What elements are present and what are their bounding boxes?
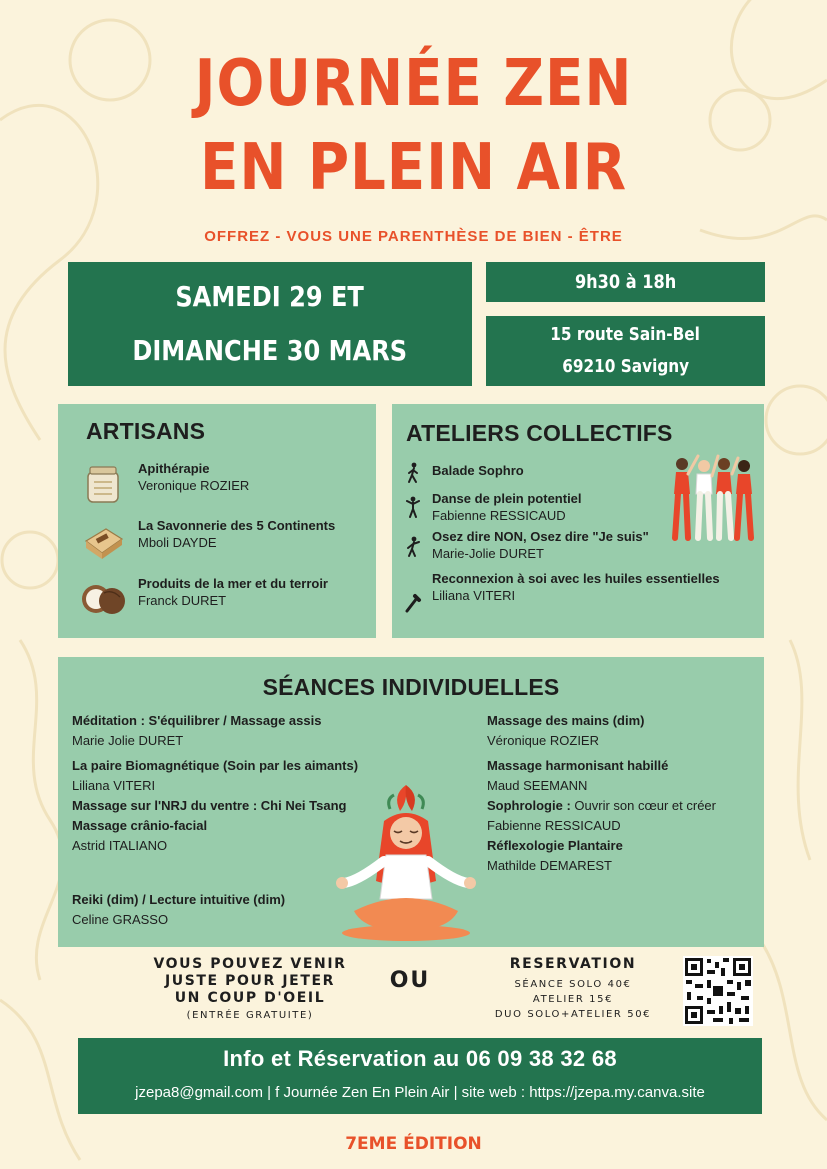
dates-line1: SAMEDI 29 ET bbox=[175, 280, 365, 313]
seance-title: Reiki (dim) / Lecture intuitive (dim) bbox=[72, 892, 286, 907]
or-separator: OU bbox=[389, 968, 431, 993]
artisan-name: Mboli DAYDE bbox=[138, 535, 217, 550]
atelier-title: Reconnexion à soi avec les huiles essentielles bbox=[432, 571, 720, 586]
seance-title: Méditation : S'équilibrer / Massage assis bbox=[72, 713, 322, 728]
address-line2: 69210 Savigny bbox=[562, 356, 689, 377]
dropper-icon bbox=[404, 592, 422, 614]
seance-title: Sophrologie : bbox=[487, 798, 571, 813]
coconut-icon bbox=[80, 579, 126, 619]
seances-panel bbox=[58, 657, 764, 947]
atelier-item bbox=[404, 570, 749, 606]
seance-title-row bbox=[487, 796, 716, 816]
artisan-name: Franck DURET bbox=[138, 593, 227, 608]
seance-title: Massage crânio-facial bbox=[72, 818, 208, 833]
artisan-item bbox=[80, 460, 370, 508]
seance-title: La paire Biomagnétique (Soin par les aimants) bbox=[72, 758, 359, 773]
seance-title: Réflexologie Plantaire bbox=[487, 838, 623, 853]
seance-name: Astrid ITALIANO bbox=[72, 838, 168, 853]
seance-name: Fabienne RESSICAUD bbox=[487, 818, 621, 833]
reservation-price: DUO SOLO+ATELIER 50€ bbox=[494, 1009, 652, 1020]
artisan-title: Apithérapie bbox=[138, 461, 210, 476]
seance-name: Mathilde DEMAREST bbox=[487, 858, 612, 873]
atelier-name: Marie-Jolie DURET bbox=[432, 546, 544, 561]
atelier-title: Osez dire NON, Osez dire "Je suis" bbox=[432, 529, 649, 544]
atelier-name: Fabienne RESSICAUD bbox=[432, 508, 566, 523]
hours-text: 9h30 à 18h bbox=[574, 271, 677, 293]
artisan-title: Produits de la mer et du terroir bbox=[138, 576, 328, 591]
meditating-woman-illustration bbox=[324, 781, 488, 945]
atelier-title: Danse de plein potentiel bbox=[432, 491, 582, 506]
artisans-panel bbox=[58, 404, 376, 638]
reservation-heading: RESERVATION bbox=[509, 956, 637, 972]
dates-line2: DIMANCHE 30 MARS bbox=[132, 334, 408, 367]
info-title: Info et Réservation au 06 09 38 32 68 bbox=[223, 1046, 617, 1071]
seances-heading: SÉANCES INDIVIDUELLES bbox=[262, 674, 560, 700]
walking-person-icon bbox=[404, 462, 422, 484]
artisan-item bbox=[80, 575, 370, 623]
seance-title: Massage sur l'NRJ du ventre : Chi Nei Tsang bbox=[72, 798, 347, 813]
seance-name: Celine GRASSO bbox=[72, 912, 169, 927]
soap-icon bbox=[80, 521, 126, 561]
edition-label: 7EME ÉDITION bbox=[345, 1134, 482, 1154]
reservation-price: ATELIER 15€ bbox=[532, 994, 614, 1005]
reservation-info bbox=[476, 956, 670, 1022]
seance-name: Maud SEEMANN bbox=[487, 778, 588, 793]
hours-box bbox=[486, 262, 765, 302]
seance-name: Liliana VITERI bbox=[72, 778, 156, 793]
event-title-line1: JOURNÉE ZEN bbox=[194, 47, 633, 121]
visit-line3: UN COUP D'OEIL bbox=[174, 990, 326, 1006]
atelier-title: Balade Sophro bbox=[432, 463, 524, 478]
visit-info bbox=[140, 956, 360, 1024]
info-banner bbox=[78, 1038, 762, 1114]
ateliers-panel bbox=[392, 404, 764, 638]
visit-line1: VOUS POUVEZ VENIR bbox=[153, 956, 347, 972]
seances-right-column bbox=[487, 711, 716, 876]
artisan-name: Veronique ROZIER bbox=[138, 478, 250, 493]
visit-line2: JUSTE POUR JETER bbox=[164, 973, 336, 989]
seance-title: Massage harmonisant habillé bbox=[487, 758, 669, 773]
event-subtitle: OFFREZ - VOUS UNE PARENTHÈSE DE BIEN - ÊTRE bbox=[204, 228, 623, 245]
event-title-line2: EN PLEIN AIR bbox=[199, 131, 628, 205]
speaking-person-icon bbox=[404, 536, 422, 558]
visit-note: (ENTRÉE GRATUITE) bbox=[186, 1010, 314, 1021]
seance-title-rest: Ouvrir son cœur et créer bbox=[570, 798, 716, 813]
honey-jar-icon bbox=[80, 464, 126, 504]
seances-left-column bbox=[72, 711, 358, 930]
ateliers-heading: ATELIERS COLLECTIFS bbox=[406, 420, 673, 446]
artisan-title: La Savonnerie des 5 Continents bbox=[138, 518, 336, 533]
contact-line[interactable]: jzepa8@gmail.com | f Journée Zen En Plein Air | site web : https://jzepa.my.canva.site bbox=[135, 1084, 705, 1101]
address-line1: 15 route Sain-Bel bbox=[550, 324, 701, 345]
qr-code-icon[interactable] bbox=[683, 956, 753, 1026]
seance-name: Marie Jolie DURET bbox=[72, 733, 184, 748]
artisan-item bbox=[80, 517, 370, 565]
artisans-heading: ARTISANS bbox=[86, 418, 206, 444]
seance-title: Massage des mains (dim) bbox=[487, 713, 645, 728]
dates-box bbox=[68, 262, 472, 386]
reservation-price: SÉANCE SOLO 40€ bbox=[514, 979, 632, 990]
group-people-illustration bbox=[668, 452, 760, 548]
atelier-name: Liliana VITERI bbox=[432, 588, 516, 603]
seance-name: Véronique ROZIER bbox=[487, 733, 599, 748]
address-box bbox=[486, 316, 765, 386]
dancer-icon bbox=[404, 496, 422, 518]
